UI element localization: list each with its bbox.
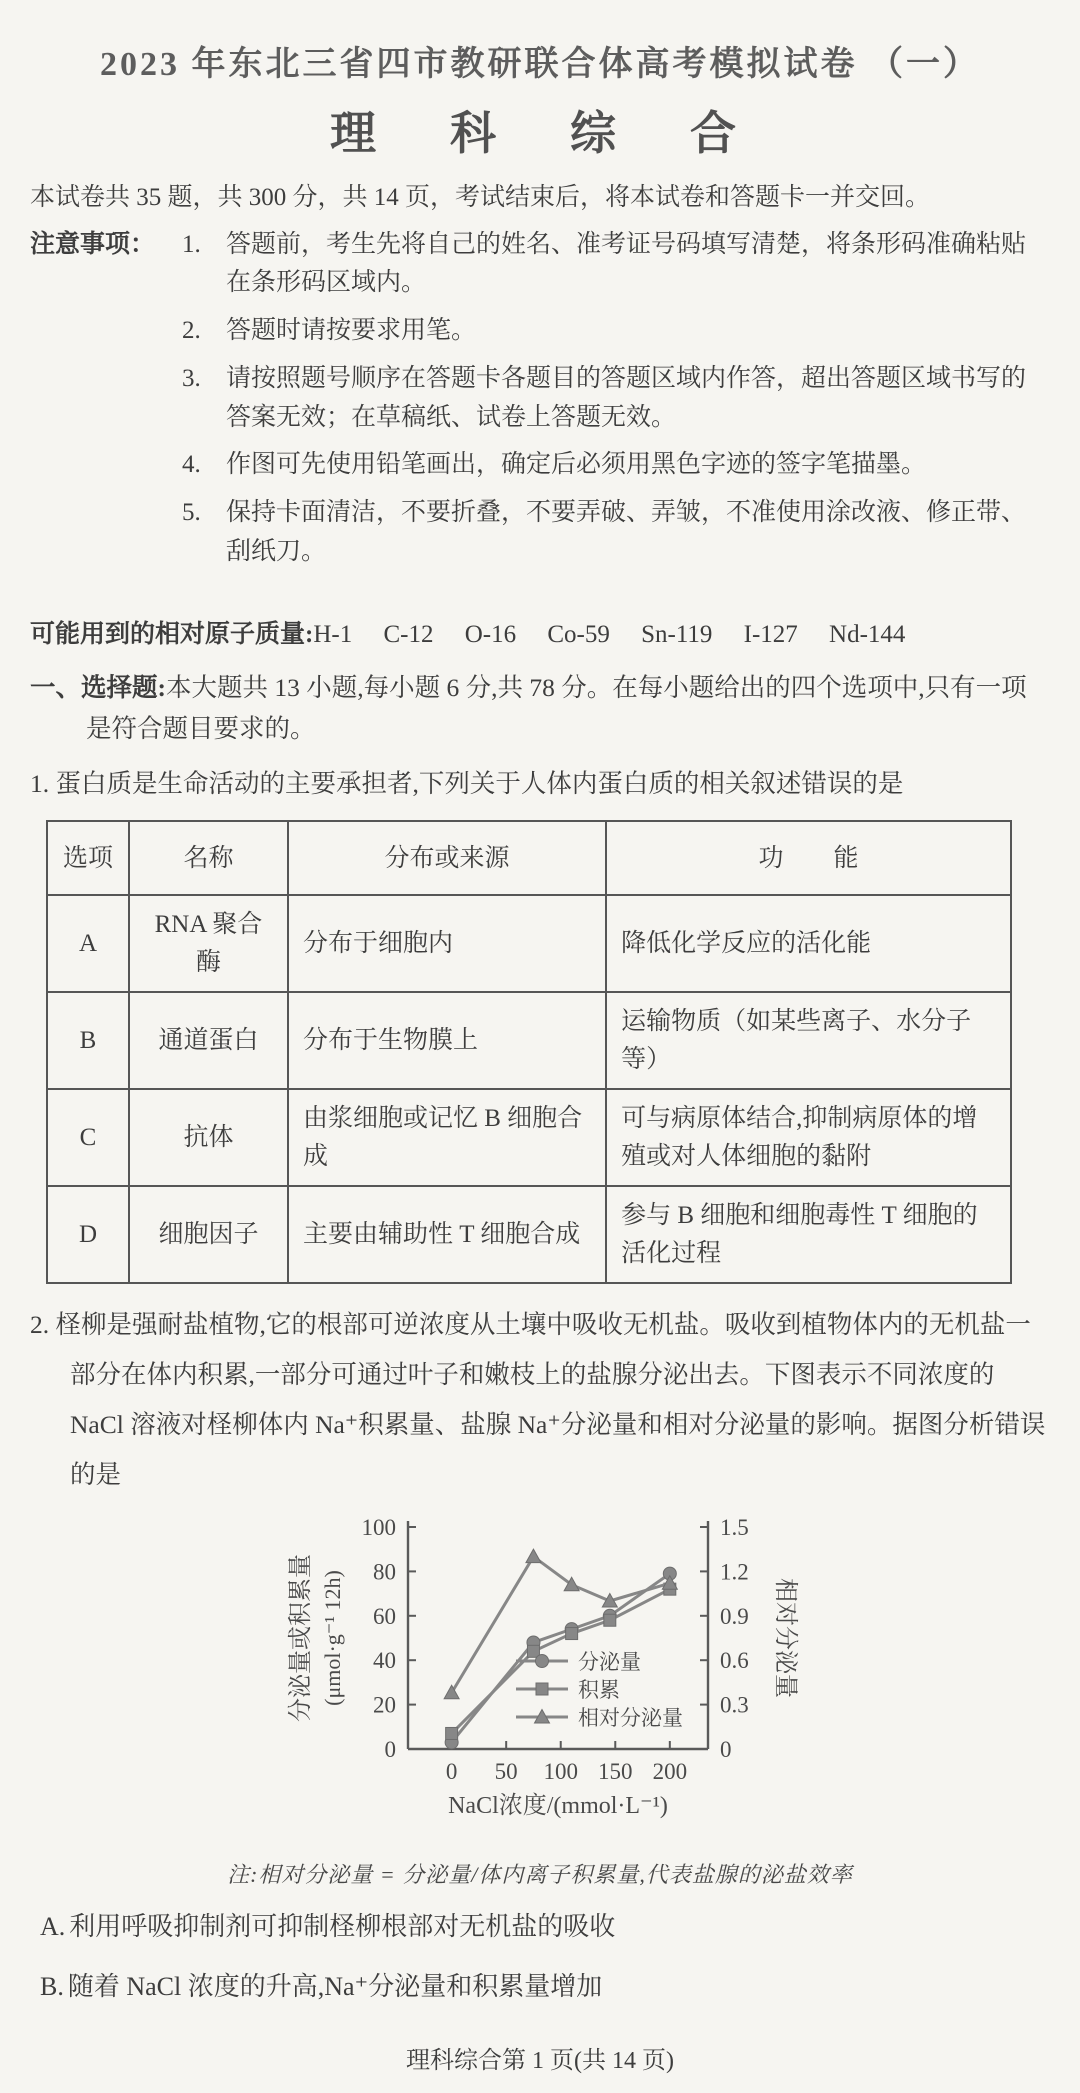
svg-text:40: 40 bbox=[373, 1648, 396, 1674]
notice-spacer bbox=[30, 312, 182, 351]
svg-text:100: 100 bbox=[543, 1759, 578, 1785]
table-cell: 运输物质（如某些离子、水分子等） bbox=[606, 992, 1011, 1089]
notice-text: 答题前，考生先将自己的姓名、准考证号码填写清楚，将条形码准确粘贴在条形码区域内。 bbox=[226, 230, 1027, 297]
svg-text:NaCl浓度/(mmol·L⁻¹): NaCl浓度/(mmol·L⁻¹) bbox=[448, 1793, 668, 1820]
table-cell: 降低化学反应的活化能 bbox=[606, 895, 1011, 992]
svg-text:0: 0 bbox=[720, 1737, 732, 1763]
exam-subtitle: 理 科 综 合 bbox=[330, 108, 750, 159]
svg-text:0.9: 0.9 bbox=[720, 1604, 749, 1630]
notice-number: 4. bbox=[182, 451, 201, 479]
question-1-number: 1. bbox=[30, 768, 50, 798]
notices-block bbox=[30, 226, 1050, 572]
table-header-cell: 名称 bbox=[129, 821, 288, 895]
question-2-text: 柽柳是强耐盐植物,它的根部可逆浓度从土壤中吸收无机盐。吸收到植物体内的无机盐一部分在体内积累,一部分可通过叶子和嫩枝上的盐腺分泌出去。下图表示不同浓度的 NaCl 溶液对柽柳体内 Na⁺积累量、盐腺 Na⁺分泌量和相对分泌量的影响。据图分析错误的是 bbox=[55, 1310, 1046, 1489]
svg-text:相对分泌量: 相对分泌量 bbox=[578, 1706, 683, 1731]
table-cell: RNA 聚合酶 bbox=[129, 895, 288, 992]
notice-spacer bbox=[30, 446, 182, 485]
notice-spacer bbox=[30, 494, 182, 572]
svg-text:80: 80 bbox=[373, 1559, 396, 1585]
svg-text:0: 0 bbox=[445, 1759, 458, 1785]
table-cell: 抗体 bbox=[129, 1089, 288, 1186]
table-header-cell: 选项 bbox=[47, 821, 129, 895]
table-cell: 分布于细胞内 bbox=[288, 895, 606, 992]
svg-text:相对分泌量: 相对分泌量 bbox=[772, 1578, 798, 1699]
table-cell: 可与病原体结合,抑制病原体的增殖或对人体细胞的黏附 bbox=[606, 1089, 1011, 1186]
table-cell: 分布于生物膜上 bbox=[288, 992, 606, 1089]
notice-spacer bbox=[30, 360, 182, 438]
option-a bbox=[40, 1905, 1050, 1949]
svg-text:1.2: 1.2 bbox=[720, 1559, 749, 1585]
notice-number: 3. bbox=[182, 364, 201, 392]
atomic-mass-values: H-1 C-12 O-16 Co-59 Sn-119 I-127 Nd-144 bbox=[313, 620, 906, 648]
svg-text:0: 0 bbox=[384, 1737, 396, 1763]
svg-text:200: 200 bbox=[652, 1759, 688, 1785]
svg-text:20: 20 bbox=[373, 1692, 396, 1718]
question-2-number: 2. bbox=[30, 1310, 50, 1340]
svg-text:100: 100 bbox=[361, 1515, 396, 1541]
table-header-cell: 分布或来源 bbox=[288, 821, 606, 895]
svg-text:(μmol·g⁻¹ 12h): (μmol·g⁻¹ 12h) bbox=[320, 1570, 345, 1707]
notice-label: 注意事项： bbox=[30, 230, 156, 258]
table-header-cell: 功 能 bbox=[606, 821, 1011, 895]
svg-text:0.6: 0.6 bbox=[720, 1648, 749, 1674]
notice-text: 答题时请按要求用笔。 bbox=[226, 317, 477, 344]
option-a-text: 利用呼吸抑制剂可抑制柽柳根部对无机盐的吸收 bbox=[69, 1912, 616, 1942]
table-header-row bbox=[47, 821, 1011, 895]
option-b-label: B. bbox=[40, 1972, 64, 2002]
notice-item bbox=[30, 226, 1050, 304]
atomic-mass-label: 可能用到的相对原子质量: bbox=[30, 620, 314, 648]
option-b-text: 随着 NaCl 浓度的升高,Na⁺分泌量和积累量增加 bbox=[67, 1972, 603, 2002]
table-cell: 由浆细胞或记忆 B 细胞合成 bbox=[288, 1089, 606, 1186]
option-a-label: A. bbox=[40, 1912, 66, 1942]
table-cell: A bbox=[47, 895, 129, 992]
svg-text:分泌量: 分泌量 bbox=[578, 1650, 641, 1675]
table-cell: 主要由辅助性 T 细胞合成 bbox=[288, 1186, 606, 1283]
svg-text:1.5: 1.5 bbox=[720, 1515, 749, 1541]
exam-title: 2023 年东北三省四市教研联合体高考模拟试卷 （一） bbox=[100, 46, 980, 83]
notice-number: 1. bbox=[182, 230, 201, 258]
option-b bbox=[40, 1965, 1050, 2009]
table-cell: D bbox=[47, 1186, 129, 1283]
notice-item bbox=[30, 446, 1050, 485]
page-footer: 理科综合第 1 页(共 14 页) bbox=[406, 2047, 674, 2074]
table-row bbox=[47, 895, 1011, 992]
svg-text:50: 50 bbox=[494, 1759, 518, 1785]
question-1-text: 蛋白质是生命活动的主要承担者,下列关于人体内蛋白质的相关叙述错误的是 bbox=[55, 768, 904, 798]
table-cell: C bbox=[47, 1089, 129, 1186]
protein-table bbox=[46, 820, 1012, 1284]
notice-text: 保持卡面清洁，不要折叠，不要弄破、弄皱，不准使用涂改液、修正带、刮纸刀。 bbox=[226, 499, 1027, 565]
table-row bbox=[47, 1186, 1011, 1283]
atomic-mass-line bbox=[30, 616, 1050, 654]
section-1-heading bbox=[30, 667, 1050, 750]
table-cell: 通道蛋白 bbox=[129, 992, 288, 1089]
line-chart bbox=[278, 1509, 818, 1839]
table-cell: B bbox=[47, 992, 129, 1089]
exam-intro: 本试卷共 35 题，共 300 分，共 14 页，考试结束后，将本试卷和答题卡一并交回。 bbox=[30, 184, 931, 211]
svg-text:150: 150 bbox=[598, 1759, 633, 1785]
chart-note: 注:相对分泌量 = 分泌量/体内离子积累量,代表盐腺的泌盐效率 bbox=[227, 1862, 853, 1888]
notice-text: 请按照题号顺序在答题卡各题目的答题区域内作答，超出答题区域书写的答案无效；在草稿纸、试卷上答题无效。 bbox=[226, 364, 1027, 431]
question-2-stem bbox=[30, 1300, 1050, 1499]
notice-item bbox=[30, 494, 1050, 572]
svg-text:分泌量或积累量: 分泌量或积累量 bbox=[288, 1554, 314, 1723]
svg-text:60: 60 bbox=[373, 1604, 396, 1630]
svg-text:0.3: 0.3 bbox=[720, 1692, 749, 1718]
chart-figure bbox=[278, 1509, 818, 1844]
notice-item bbox=[30, 360, 1050, 438]
question-1-stem bbox=[30, 764, 1050, 805]
svg-text:积累: 积累 bbox=[578, 1678, 620, 1703]
notice-item bbox=[30, 312, 1050, 351]
table-row bbox=[47, 992, 1011, 1089]
notice-number: 5. bbox=[182, 499, 201, 526]
section-1-label: 一、选择题: bbox=[30, 673, 166, 702]
table-row bbox=[47, 1089, 1011, 1186]
section-1-text: 本大题共 13 小题,每小题 6 分,共 78 分。在每小题给出的四个选项中,只有一项是符合题目要求的。 bbox=[86, 673, 1027, 744]
table-cell: 参与 B 细胞和细胞毒性 T 细胞的活化过程 bbox=[606, 1186, 1011, 1283]
notice-text: 作图可先使用铅笔画出，确定后必须用黑色字迹的签字笔描墨。 bbox=[226, 451, 927, 479]
notice-number: 2. bbox=[182, 317, 201, 344]
table-cell: 细胞因子 bbox=[129, 1186, 288, 1283]
